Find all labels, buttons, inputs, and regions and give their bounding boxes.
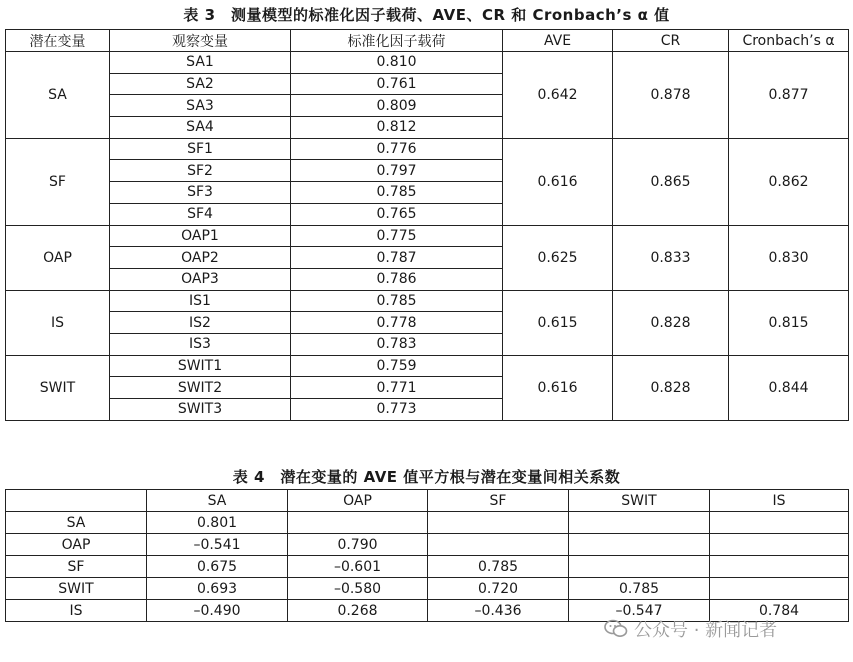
correlation-table: [5, 489, 849, 622]
table-row: [6, 556, 849, 578]
observed-variable-cell: SA1: [110, 52, 291, 74]
latent-variable-cell: SWIT: [6, 355, 110, 420]
table-row: [6, 52, 849, 74]
latent-variable-cell: IS: [6, 290, 110, 355]
row-label-cell: SF: [6, 556, 147, 578]
correlation-cell: [710, 512, 849, 534]
table4-caption: 表 4 潜在变量的 AVE 值平方根与潜在变量间相关系数: [232, 468, 621, 486]
observed-variable-cell: SA4: [110, 117, 291, 139]
loading-cell: 0.797: [291, 160, 503, 182]
observed-variable-cell: SWIT3: [110, 399, 291, 421]
loading-cell: 0.761: [291, 73, 503, 95]
header-oap: OAP: [288, 490, 428, 512]
loading-cell: 0.809: [291, 95, 503, 117]
loading-cell: 0.773: [291, 399, 503, 421]
observed-variable-cell: SF2: [110, 160, 291, 182]
loading-cell: 0.785: [291, 290, 503, 312]
latent-variable-cell: SF: [6, 138, 110, 225]
correlation-cell: –0.541: [147, 534, 288, 556]
cr-cell: 0.833: [613, 225, 729, 290]
header-ave: AVE: [503, 30, 613, 52]
header-is: IS: [710, 490, 849, 512]
correlation-cell: [569, 556, 710, 578]
row-label-cell: IS: [6, 600, 147, 622]
ave-cell: 0.625: [503, 225, 613, 290]
correlation-cell: 0.268: [288, 600, 428, 622]
cr-cell: 0.828: [613, 290, 729, 355]
loading-cell: 0.783: [291, 333, 503, 355]
watermark: [604, 614, 844, 644]
row-label-cell: OAP: [6, 534, 147, 556]
ave-cell: 0.642: [503, 52, 613, 139]
correlation-cell: 0.675: [147, 556, 288, 578]
correlation-cell: [569, 534, 710, 556]
observed-variable-cell: SF4: [110, 203, 291, 225]
correlation-cell: [428, 534, 569, 556]
alpha-cell: 0.862: [729, 138, 849, 225]
row-label-cell: SA: [6, 512, 147, 534]
observed-variable-cell: IS2: [110, 312, 291, 334]
correlation-cell: 0.693: [147, 578, 288, 600]
observed-variable-cell: SWIT1: [110, 355, 291, 377]
correlation-cell: [710, 578, 849, 600]
wechat-icon: [604, 619, 628, 639]
observed-variable-cell: SWIT2: [110, 377, 291, 399]
header-standardized-loading: 标准化因子载荷: [291, 30, 503, 52]
measurement-model-table: [5, 29, 849, 421]
observed-variable-cell: SF3: [110, 182, 291, 204]
correlation-cell: 0.801: [147, 512, 288, 534]
correlation-cell: –0.436: [428, 600, 569, 622]
observed-variable-cell: SA3: [110, 95, 291, 117]
correlation-cell: 0.720: [428, 578, 569, 600]
loading-cell: 0.810: [291, 52, 503, 74]
alpha-cell: 0.844: [729, 355, 849, 420]
correlation-cell: [428, 512, 569, 534]
observed-variable-cell: IS3: [110, 333, 291, 355]
observed-variable-cell: OAP2: [110, 247, 291, 269]
ave-cell: 0.616: [503, 355, 613, 420]
table-row: [6, 578, 849, 600]
correlation-cell: –0.547: [569, 600, 710, 622]
loading-cell: 0.778: [291, 312, 503, 334]
loading-cell: 0.776: [291, 138, 503, 160]
correlation-cell: [288, 512, 428, 534]
table-row: [6, 512, 849, 534]
header-sf: SF: [428, 490, 569, 512]
observed-variable-cell: OAP1: [110, 225, 291, 247]
correlation-cell: [710, 534, 849, 556]
correlation-cell: [710, 556, 849, 578]
header-sa: SA: [147, 490, 288, 512]
ave-cell: 0.615: [503, 290, 613, 355]
alpha-cell: 0.815: [729, 290, 849, 355]
correlation-cell: –0.490: [147, 600, 288, 622]
header-corner: [6, 490, 147, 512]
table-row: [6, 290, 849, 312]
loading-cell: 0.759: [291, 355, 503, 377]
correlation-cell: 0.784: [710, 600, 849, 622]
correlation-cell: 0.785: [428, 556, 569, 578]
latent-variable-cell: SA: [6, 52, 110, 139]
cr-cell: 0.878: [613, 52, 729, 139]
table-row: [6, 355, 849, 377]
loading-cell: 0.785: [291, 182, 503, 204]
latent-variable-cell: OAP: [6, 225, 110, 290]
loading-cell: 0.775: [291, 225, 503, 247]
correlation-cell: 0.785: [569, 578, 710, 600]
correlation-cell: [569, 512, 710, 534]
loading-cell: 0.771: [291, 377, 503, 399]
loading-cell: 0.765: [291, 203, 503, 225]
table-row: [6, 225, 849, 247]
header-latent-variable: 潜在变量: [6, 30, 110, 52]
observed-variable-cell: IS1: [110, 290, 291, 312]
header-cronbach-alpha: Cronbach’s α: [729, 30, 849, 52]
cr-cell: 0.865: [613, 138, 729, 225]
alpha-cell: 0.877: [729, 52, 849, 139]
ave-cell: 0.616: [503, 138, 613, 225]
loading-cell: 0.787: [291, 247, 503, 269]
observed-variable-cell: SF1: [110, 138, 291, 160]
correlation-cell: –0.580: [288, 578, 428, 600]
loading-cell: 0.786: [291, 268, 503, 290]
table4-header-row: [6, 490, 849, 512]
header-observed-variable: 观察变量: [110, 30, 291, 52]
observed-variable-cell: OAP3: [110, 268, 291, 290]
row-label-cell: SWIT: [6, 578, 147, 600]
table3-header-row: [6, 30, 849, 52]
table3-caption: 表 3 测量模型的标准化因子载荷、AVE、CR 和 Cronbach’s α 值: [183, 6, 670, 24]
header-cr: CR: [613, 30, 729, 52]
correlation-cell: 0.790: [288, 534, 428, 556]
watermark-text: 公众号 · 新闻记者: [634, 620, 778, 641]
table-row: [6, 138, 849, 160]
table4-body: [6, 512, 849, 622]
alpha-cell: 0.830: [729, 225, 849, 290]
table3-body: [6, 52, 849, 421]
observed-variable-cell: SA2: [110, 73, 291, 95]
header-swit: SWIT: [569, 490, 710, 512]
correlation-cell: –0.601: [288, 556, 428, 578]
table-row: [6, 534, 849, 556]
cr-cell: 0.828: [613, 355, 729, 420]
loading-cell: 0.812: [291, 117, 503, 139]
